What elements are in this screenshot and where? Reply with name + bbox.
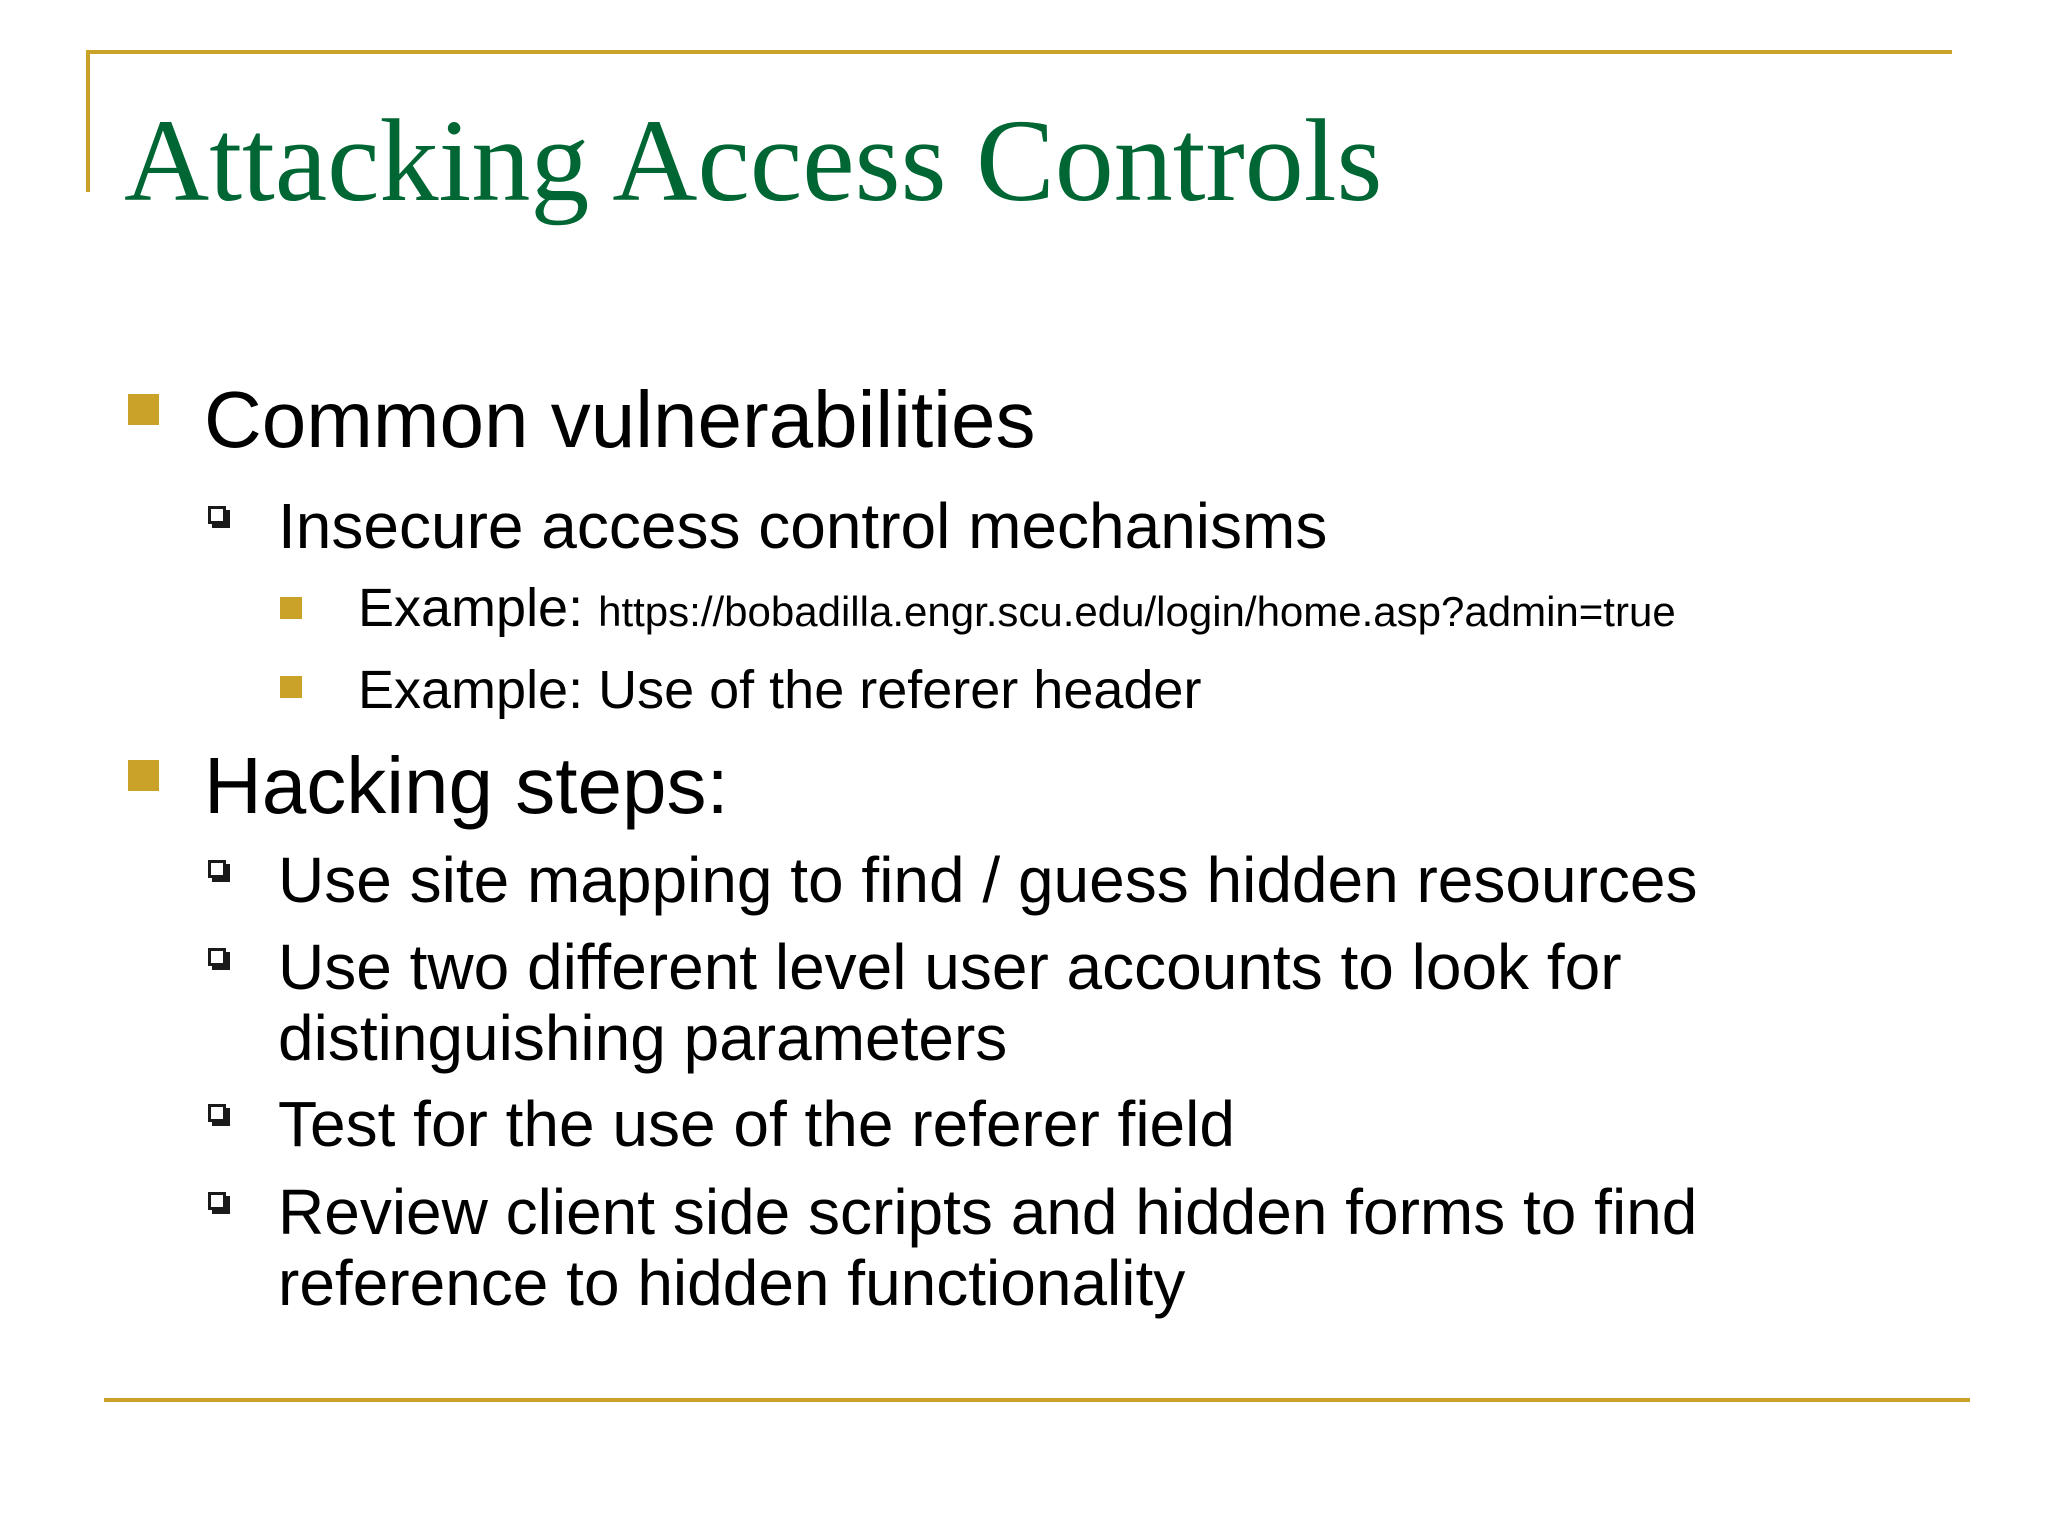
step-two-accounts-line-1: Use two different level user accounts to look for bbox=[278, 931, 1622, 1003]
example-url-text: https://bobadilla.engr.scu.edu/login/home.asp?admin=true bbox=[598, 588, 1676, 635]
step-review-scripts-line-1: Review client side scripts and hidden forms to find bbox=[278, 1176, 1698, 1248]
section-heading-hacking-steps: Hacking steps: bbox=[204, 741, 729, 830]
step-two-accounts-line-2: distinguishing parameters bbox=[278, 1002, 1008, 1074]
small-filled-square-icon bbox=[280, 597, 302, 619]
filled-square-icon bbox=[128, 394, 159, 425]
bottom-divider-line bbox=[104, 1398, 1970, 1402]
slide-title: Attacking Access Controls bbox=[124, 95, 1383, 226]
shadowed-hollow-square-icon bbox=[208, 860, 226, 878]
section-heading-common-vulnerabilities: Common vulnerabilities bbox=[204, 375, 1036, 464]
small-filled-square-icon bbox=[280, 676, 302, 698]
step-test-referer-field: Test for the use of the referer field bbox=[278, 1088, 1235, 1160]
step-site-mapping: Use site mapping to find / guess hidden resources bbox=[278, 844, 1698, 916]
top-frame-line bbox=[86, 50, 1952, 54]
step-review-scripts-line-2: reference to hidden functionality bbox=[278, 1247, 1186, 1319]
bullet-insecure-access-control: Insecure access control mechanisms bbox=[278, 490, 1328, 562]
shadowed-hollow-square-icon bbox=[208, 1192, 226, 1210]
example-referer-header-bullet: Example: Use of the referer header bbox=[358, 660, 1202, 720]
example-label: Example: bbox=[358, 578, 599, 638]
left-frame-line bbox=[86, 50, 90, 192]
shadowed-hollow-square-icon bbox=[208, 1104, 226, 1122]
example-url-bullet bbox=[358, 577, 1676, 643]
shadowed-hollow-square-icon bbox=[208, 506, 226, 524]
filled-square-icon bbox=[128, 760, 159, 791]
shadowed-hollow-square-icon bbox=[208, 948, 226, 966]
